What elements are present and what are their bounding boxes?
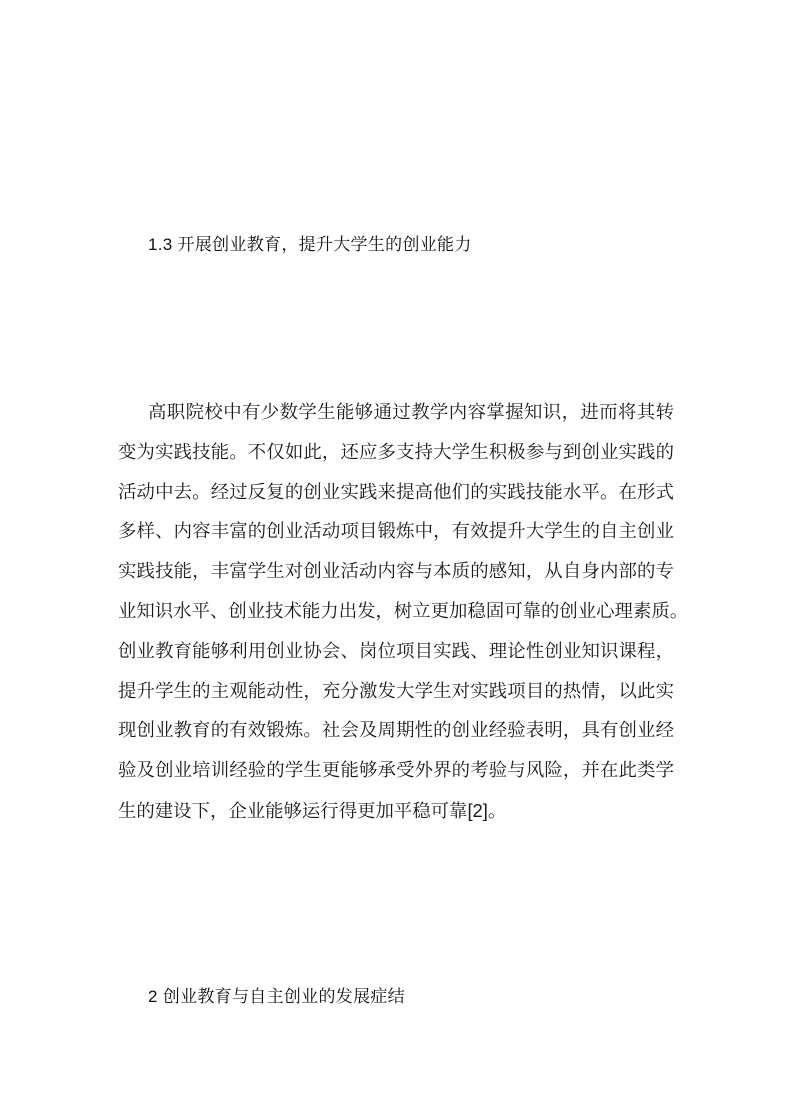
- section-heading-1-3: 1.3 开展创业教育，提升大学生的创业能力: [148, 235, 472, 254]
- end-punctuation: 。: [487, 800, 507, 822]
- paragraph-last-line: [118, 791, 674, 831]
- paragraph-line: 实践技能，丰富学生对创业活动内容与本质的感知，从自身内部的专: [118, 561, 674, 583]
- section-heading-2: 2 创业教育与自主创业的发展症结: [148, 987, 405, 1006]
- paragraph-line: 现创业教育的有效锻炼。社会及周期性的创业经验表明，具有创业经: [118, 720, 674, 742]
- paragraph-line: 提升学生的主观能动性，充分激发大学生对实践项目的热情，以此实: [118, 680, 674, 702]
- paragraph-line: 高职院校中有少数学生能够通过教学内容掌握知识，进而将其转: [148, 402, 674, 423]
- body-paragraph: [118, 393, 689, 831]
- paragraph-line-text: 生的建设下，企业能够运行得更加平稳可靠: [118, 800, 468, 822]
- paragraph-line: 创业教育能够利用创业协会、岗位项目实践、理论性创业知识课程，: [118, 640, 674, 662]
- paragraph-line: 验及创业培训经验的学生更能够承受外界的考验与风险，并在此类学: [118, 760, 674, 782]
- paragraph-line: 多样、内容丰富的创业活动项目锻炼中，有效提升大学生的自主创业: [118, 521, 674, 543]
- citation-reference: [2]: [467, 799, 488, 821]
- paragraph-line: 业知识水平、创业技术能力出发，树立更加稳固可靠的创业心理素质。: [118, 600, 689, 622]
- paragraph-line: 活动中去。经过反复的创业实践来提高他们的实践技能水平。在形式: [118, 481, 674, 503]
- paragraph-line: 变为实践技能。不仅如此，还应多支持大学生积极参与到创业实践的: [118, 441, 674, 463]
